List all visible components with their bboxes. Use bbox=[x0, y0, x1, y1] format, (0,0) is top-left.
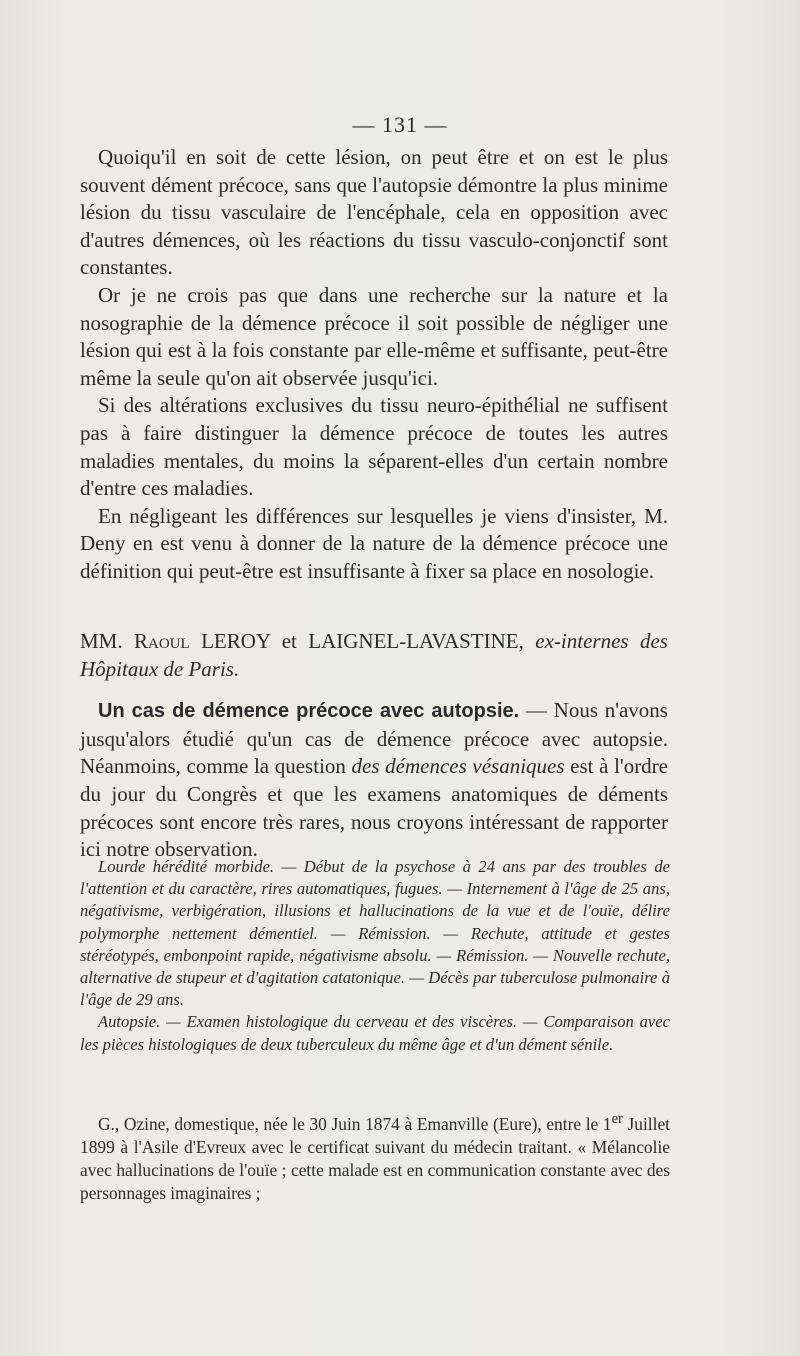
authors-line bbox=[80, 628, 668, 683]
summary-paragraph: Lourde hérédité morbide. — Début de la psychose à 24 ans par des troubles de l'attention et du caractère, rires automatiques, fugues. — Internement à l'âge de 25 ans, négativisme, verbigération, illusions et hallucinations de la vue et de l'ouïe, délire polymorphe nettement démentiel. — Rémission. — Rechute, attitude et gestes stéréotypés, embonpoint rapide, négativisme absolu. — Rémission. — Nouvelle rechute, alternative de stupeur et d'agitation catatonique. — Décès par tuberculose pulmonaire à l'âge de 29 ans. bbox=[80, 857, 670, 1010]
author-names: LEROY et LAIGNEL-LAVASTINE, bbox=[189, 629, 536, 653]
paragraph: En négligeant les différences sur lesquelles je viens d'insister, M. Deny en est venu à donner de la nature de la démence précoce une définition qui peut-être est insuffisante à fixer sa place en nosologie. bbox=[80, 503, 668, 583]
section-title: Un cas de démence précoce avec autopsie. bbox=[98, 700, 520, 723]
paragraph: Quoiqu'il en soit de cette lésion, on peut être et on est le plus souvent dément précoce, sans que l'autopsie démontre la plus minime lésion du tissu vasculaire de l'encéphale, cela en opposition avec d'autres démences, où les réactions du tissu vasculo-conjonctif sont constantes. bbox=[80, 145, 668, 280]
author-titles: ex-internes des Hôpitaux de Paris. bbox=[80, 629, 668, 681]
observation-paragraph bbox=[80, 1108, 670, 1205]
communication-intro-end: est à l'ordre du jour du Congrès et que les examens anatomiques de déments précoces sont encore très rares, nous croyons intéressant de rapporter ici notre observation. bbox=[80, 754, 668, 862]
observation bbox=[80, 1108, 670, 1205]
communication-intro-italic: des démences vésaniques bbox=[351, 754, 565, 779]
paragraph: Si des altérations exclusives du tissu neuro-épithélial ne suffisent pas à faire distinguer la démence précoce de toutes les autres maladies mentales, du moins la séparent-elles d'un certain nombre d'entre ces maladies. bbox=[80, 393, 668, 501]
page-number: — 131 — bbox=[352, 112, 448, 137]
author-first-name: Raoul bbox=[134, 629, 190, 653]
paragraph: Or je ne crois pas que dans une recherche sur la nature et la nosographie de la démence précoce il soit possible de négliger une lésion qui est à la fois constante par elle-même et suffisante, peut-être même la seule qu'on ait observée jusqu'ici. bbox=[80, 282, 668, 390]
communication-block bbox=[80, 628, 668, 864]
main-text bbox=[80, 144, 668, 586]
observation-sup: er bbox=[611, 1111, 623, 1127]
observation-end: Juillet 1899 à l'Asile d'Evreux avec le certificat suivant du médecin traitant. « Mélancolie avec hallucinations de l'ouïe ; cette malade est en communication constante avec des personnages imaginaires ; bbox=[80, 1113, 671, 1203]
communication-intro: — Nous n'avons jusqu'alors étudié qu'un cas de démence précoce avec autopsie. Néanmoins, comme la question bbox=[80, 698, 668, 779]
case-summary bbox=[80, 856, 670, 1056]
authors-prefix: MM. bbox=[80, 629, 134, 653]
communication-paragraph bbox=[80, 697, 668, 864]
summary-paragraph: Autopsie. — Examen histologique du cerveau et des viscères. — Comparaison avec les pièces histologiques de deux tuberculeux du même âge et d'un dément sénile. bbox=[80, 1012, 670, 1054]
observation-start: G., Ozine, domestique, née le 30 Juin 1874 à Emanville (Eure), entre le 1 bbox=[98, 1113, 612, 1134]
